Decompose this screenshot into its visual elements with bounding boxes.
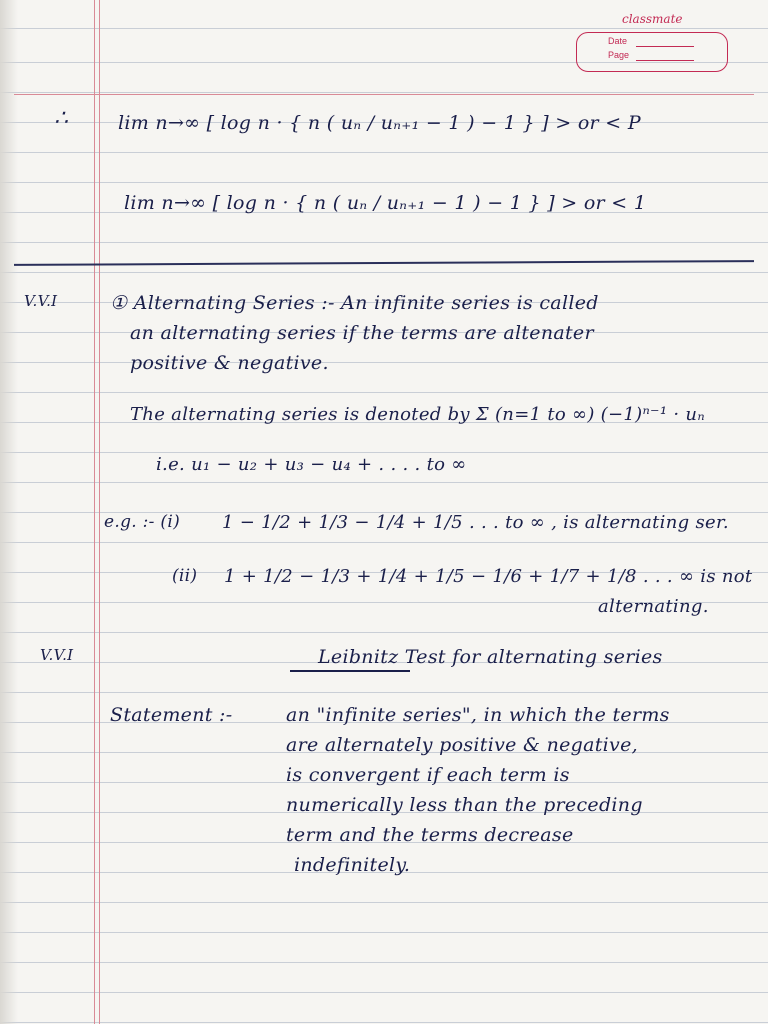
example-2-label: (ii): [172, 566, 198, 586]
brand-box: [572, 10, 732, 74]
statement-line: an "infinite series", in which the terms: [286, 704, 670, 726]
statement-line: indefinitely.: [294, 854, 411, 876]
vvi-tag-2: V.V.I: [40, 646, 74, 664]
header-line: [14, 94, 754, 95]
date-line: [636, 46, 694, 47]
margin-line: [94, 0, 95, 1024]
leibnitz-heading: Leibnitz Test for alternating series: [318, 646, 663, 668]
brand-frame: [576, 32, 728, 72]
denotation-line: The alternating series is denoted by Σ (n=1 to ∞) (−1)ⁿ⁻¹ · uₙ: [130, 404, 705, 425]
margin-line: [99, 0, 100, 1024]
statement-line: term and the terms decrease: [286, 824, 574, 846]
page-label: Page: [608, 50, 630, 60]
date-label: Date: [608, 36, 628, 46]
statement-label: Statement :-: [110, 704, 233, 726]
example-2-cont: alternating.: [598, 596, 709, 617]
therefore-symbol: ∴: [54, 106, 69, 131]
page-shadow: [0, 0, 18, 1024]
example-2: 1 + 1/2 − 1/3 + 1/4 + 1/5 − 1/6 + 1/7 + 1/8 . . . ∞ is not: [224, 566, 753, 587]
definition-line-2: an alternating series if the terms are altenater: [130, 322, 594, 344]
statement-line: are alternately positive & negative,: [286, 734, 638, 756]
statement-line: numerically less than the preceding: [286, 794, 643, 816]
example-1: 1 − 1/2 + 1/3 − 1/4 + 1/5 . . . to ∞ , is alternating ser.: [222, 512, 729, 533]
formula-line-2: lim n→∞ [ log n · { n ( uₙ / uₙ₊₁ − 1 ) − 1 } ] > or < 1: [124, 192, 647, 214]
brand-name: classmate: [622, 12, 683, 26]
alternating-series-title: ① Alternating Series :- An infinite series is called: [110, 292, 599, 314]
eg-label: e.g. :- (i): [104, 512, 181, 532]
section-divider: [14, 260, 754, 266]
formula-line-1: lim n→∞ [ log n · { n ( uₙ / uₙ₊₁ − 1 ) − 1 } ] > or < P: [118, 112, 641, 134]
heading-underline: [290, 670, 410, 672]
definition-line-3: positive & negative.: [130, 352, 329, 374]
ie-line: i.e. u₁ − u₂ + u₃ − u₄ + . . . . to ∞: [156, 454, 467, 475]
statement-line: is convergent if each term is: [286, 764, 570, 786]
page-line: [636, 60, 694, 61]
vvi-tag: V.V.I: [24, 292, 58, 310]
